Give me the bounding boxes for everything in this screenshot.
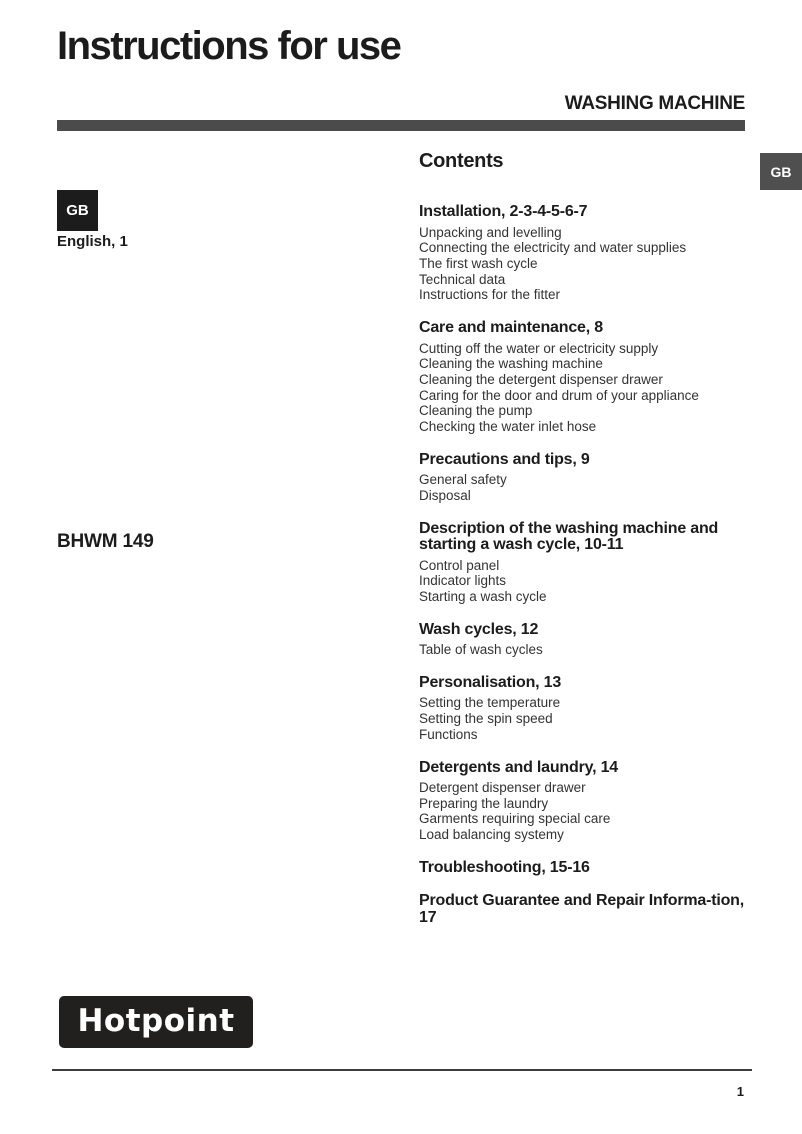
- toc-section: [419, 320, 753, 435]
- toc-item: Garments requiring special care: [419, 811, 611, 827]
- toc-section: [419, 893, 753, 926]
- country-badge-gb: GB: [57, 190, 98, 231]
- toc-item: General safety: [419, 472, 507, 488]
- toc-section-heading: Product Guarantee and Repair Informa-tion, 17: [419, 892, 744, 926]
- toc-item: Setting the spin speed: [419, 711, 553, 727]
- toc-item: Cleaning the detergent dispenser drawer: [419, 371, 663, 387]
- toc-section: [419, 452, 753, 504]
- toc-item: Cutting off the water or electricity supply: [419, 340, 659, 356]
- toc-section: [419, 204, 753, 303]
- toc-section: [419, 622, 753, 658]
- toc-section-heading: Installation, 2-3-4-5-6-7: [419, 203, 588, 220]
- toc-item: Control panel: [419, 557, 500, 573]
- appliance-type-label: WASHING MACHINE: [564, 93, 745, 114]
- toc-section: [419, 675, 753, 743]
- language-label: English, 1: [57, 233, 128, 250]
- toc-section: [419, 521, 753, 605]
- toc-item: Load balancing systemy: [419, 827, 564, 843]
- toc-item: Cleaning the washing machine: [419, 356, 603, 372]
- toc-item: Checking the water inlet hose: [419, 419, 597, 435]
- contents-title: Contents: [419, 150, 504, 172]
- toc-item: Technical data: [419, 271, 506, 287]
- toc-item: Unpacking and levelling: [419, 224, 562, 240]
- toc-item: Caring for the door and drum of your appliance: [419, 387, 699, 403]
- toc-section-heading: Precautions and tips, 9: [419, 450, 590, 468]
- toc-item: Cleaning the pump: [419, 403, 533, 419]
- toc-section-heading: Care and maintenance, 8: [419, 319, 603, 337]
- table-of-contents: [419, 150, 753, 943]
- toc-item: The first wash cycle: [419, 255, 538, 271]
- toc-item: Setting the temperature: [419, 695, 561, 711]
- toc-item: Indicator lights: [419, 573, 507, 589]
- toc-item: Disposal: [419, 487, 471, 503]
- toc-section-heading: Personalisation, 13: [419, 673, 562, 691]
- toc-item: Table of wash cycles: [419, 642, 543, 658]
- toc-item: Detergent dispenser drawer: [419, 780, 586, 796]
- page-number: 1: [736, 1084, 744, 1099]
- contents-sections: [419, 204, 753, 926]
- toc-item: Functions: [419, 726, 478, 742]
- toc-item: Preparing the laundry: [419, 795, 549, 811]
- toc-section-heading: Description of the washing machine and starting a wash cycle, 10-11: [419, 519, 719, 554]
- toc-section-heading: Detergents and laundry, 14: [419, 758, 619, 776]
- toc-item: Starting a wash cycle: [419, 589, 547, 605]
- country-tab-gb: GB: [760, 153, 802, 190]
- model-number: BHWM 149: [57, 531, 154, 552]
- footer-divider-line: [52, 1069, 752, 1071]
- page-title: Instructions for use: [57, 24, 401, 68]
- toc-section-heading: Wash cycles, 12: [419, 620, 539, 638]
- toc-item: Connecting the electricity and water supplies: [419, 240, 687, 256]
- toc-section: [419, 760, 753, 843]
- toc-section: [419, 860, 753, 877]
- toc-section-heading: Troubleshooting, 15-16: [419, 858, 590, 876]
- toc-item: Instructions for the fitter: [419, 287, 561, 303]
- hotpoint-logo: Hotpoint: [59, 996, 253, 1048]
- header-divider-bar: [57, 120, 745, 131]
